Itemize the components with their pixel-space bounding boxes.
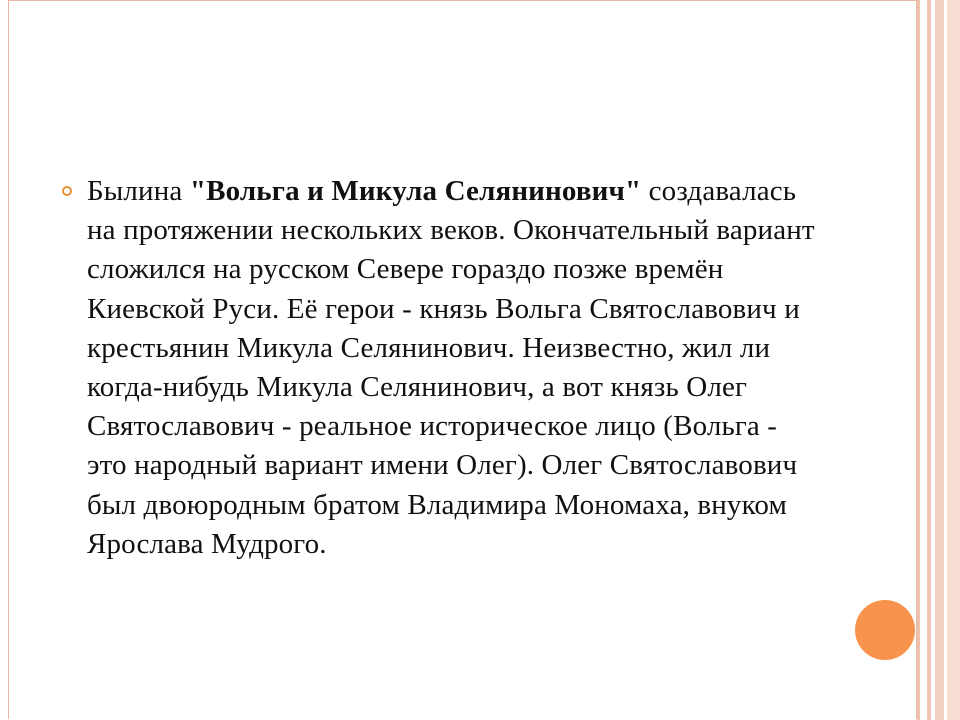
paragraph-lead-text: Былина [87, 175, 190, 207]
bullet-circle-icon [62, 186, 72, 196]
bullet-paragraph [87, 172, 822, 564]
decorative-stripes [917, 0, 960, 720]
bylina-title: "Вольга и Микула Селянинович" [189, 175, 642, 207]
paragraph-body-text: создавалась на протяжении нескольких веков. Окончательный вариант сложился на русском Севере гораздо позже времён Киевской Руси. Её герои - князь Вольга Святославович и крестьянин Микула Селянинович. Неизвестно, жил ли когда-нибудь Микула Селянинович, а вот князь Олег Святославович - реальное историческое лицо (Вольга - это народный вариант имени Олег). Олег Святославович был двоюродным братом Владимира Мономаха, внуком Ярослава Мудрого. [87, 175, 815, 560]
stripe [947, 0, 960, 720]
slide-content [87, 172, 822, 564]
decorative-orange-circle [855, 600, 915, 660]
stripe-gap [920, 0, 927, 720]
stripe [935, 0, 944, 720]
